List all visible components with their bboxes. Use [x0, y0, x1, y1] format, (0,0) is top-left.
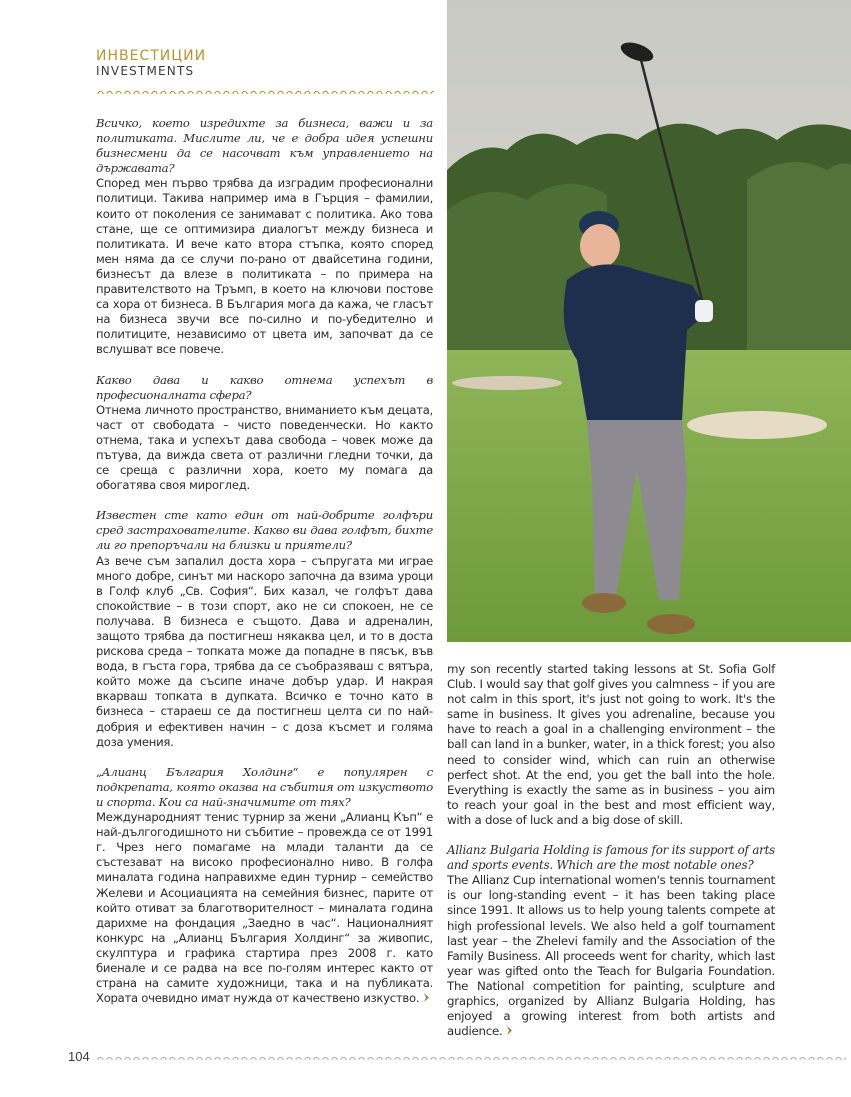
question-3: Известен сте като един от най-добрите голфъри сред застрахователите. Какво ви дава голфът, бихте ли го препоръчали на близки и приятели? — [96, 508, 433, 553]
question-2: Какво дава и какво отнема успехът в професионалната сфера? — [96, 372, 433, 402]
answer-4: Международният тенис турнир за жени „Алианц Къп“ е най-дългогодишното ни събитие – провежда се от 1991 г. Чрез него помагаме на млади таланти да се състезават на високо професионално ниво. В голфа миналата година направихме един турнир – семейство Желеви и Асоциацията на семейния бизнес, парите от който отиват за благотворителност – миналата година дарихме на фондация „Заедно в час“. Националният конкурс на „Алианц България Холдинг“ за живопис, скулптура и графика стартира през 2008 г. като биенале и се радва на все по-голям интерес както от страна на самите художници, така и на публиката. Хората очевидно имат нужда от качествено изкуство. — [96, 810, 433, 1006]
ornament-pattern — [96, 89, 434, 94]
ornament-pattern — [96, 1055, 846, 1060]
page-number: 104 — [68, 1049, 90, 1064]
ornament-divider-bottom — [96, 1050, 846, 1060]
answer-4-block — [96, 810, 433, 1006]
answer-3: Аз вече съм запалил доста хора – съпругата ми играе много добре, синът ми наскоро започна да взима уроци в Голф клуб „Св. София“. Бих казал, че голфът дава спокойствие – в този спорт, ако не си спокоен, не се получава. В бизнеса е същото. Дава и адреналин, защото трябва да постигнеш някаква цел, и то в доста рискова среда – топката може да попадне в пясък, във вода, в гъста гора, трябва да се съобразяваш с вятъра, който може да съсипе иначе добър удар. И накрая вкарваш топката в дупката. Всичко е точно като в бизнеса – стараеш се да постигнеш целта си по най-добрия и ефективен начин – с доза късмет и голяма доза умения. — [96, 553, 433, 749]
section-title-bg: ИНВЕСТИЦИИ — [96, 48, 207, 64]
answer-3-english-continued: my son recently started taking lessons at St. Sofia Golf Club. I would say that golf gives you calmness – if you are not calm in this sport, it's just not going to work. It's the same in business. It gives you adrenaline, because you have to reach a goal in a challenging environment – the ball can land in a bunker, water, in a thick forest; you also need to consider wind, which can ruin an otherwise perfect shot. At the end, you get the ball into the hole. Everything is exactly the same as in business – you aim to reach your goal in the best and most efficient way, with a dose of luck and a big dose of skill. — [447, 662, 775, 827]
answer-2: Отнема личното пространство, вниманието към децата, част от свободата – чисто поведенчески. Но както отнема, така и успехът дава свобода – човек може да пътува, да вижда света от различни гледни точки, да се среща с различни хора, което му помага да обогатява своя мироглед. — [96, 402, 433, 493]
answer-4-english: The Allianz Cup international women's tennis tournament is our long-standing event – it has been taking place since 1991. It allows us to help young talents compete at high professional levels. We also held a golf tournament last year – the Zhelevi family and the Association of the Family Business. All proceeds went for charity, which last year was gifted onto the Teach for Bulgaria Foundation. The National competition for painting, sculpture and graphics, organized by Allianz Bulgaria Holding, has enjoyed a growing interest from both artists and audience. — [447, 873, 775, 1039]
question-4-english: Allianz Bulgaria Holding is famous for its support of arts and sports events. Which are the most notable ones? — [447, 843, 775, 873]
section-title-en: INVESTMENTS — [96, 64, 195, 78]
article-column-left — [96, 116, 433, 1021]
golfer-illustration — [447, 0, 851, 642]
end-of-article-icon — [505, 1025, 514, 1036]
answer-4-english-block — [447, 873, 775, 1039]
question-4: „Алианц България Холдинг“ е популярен с подкрепата, която оказва на събития от изкуството и спорта. Кои са най-значимите от тях? — [96, 764, 433, 809]
answer-1: Според мен първо трябва да изградим професионални политици. Такива например има в Гърция – фамилии, които от поколения се занимават с политика. Ако това стане, ще се оптимизира диалогът между бизнеса и политиката. И вече като втора стъпка, която според мен няма да се случи по-рано от двайсетина години, бизнесът да влезе в политиката – по примера на правителството на Тръмп, в което на ключови постове са хора от бизнеса. В България мога да кажа, че гласът на бизнеса звучи все по-силно и по-убедително и политиците, независимо от цвета им, започват да се вслушват все повече. — [96, 176, 433, 357]
end-of-article-icon — [422, 992, 431, 1003]
golfer-photo — [447, 0, 851, 642]
question-1: Всичко, което изредихте за бизнеса, важи и за политиката. Мислите ли, че е добра идея успешни бизнесмени да се насочват към управлението на държавата? — [96, 116, 433, 176]
section-header — [96, 48, 206, 78]
ornament-divider-top — [96, 84, 434, 94]
article-column-right — [447, 662, 775, 1054]
